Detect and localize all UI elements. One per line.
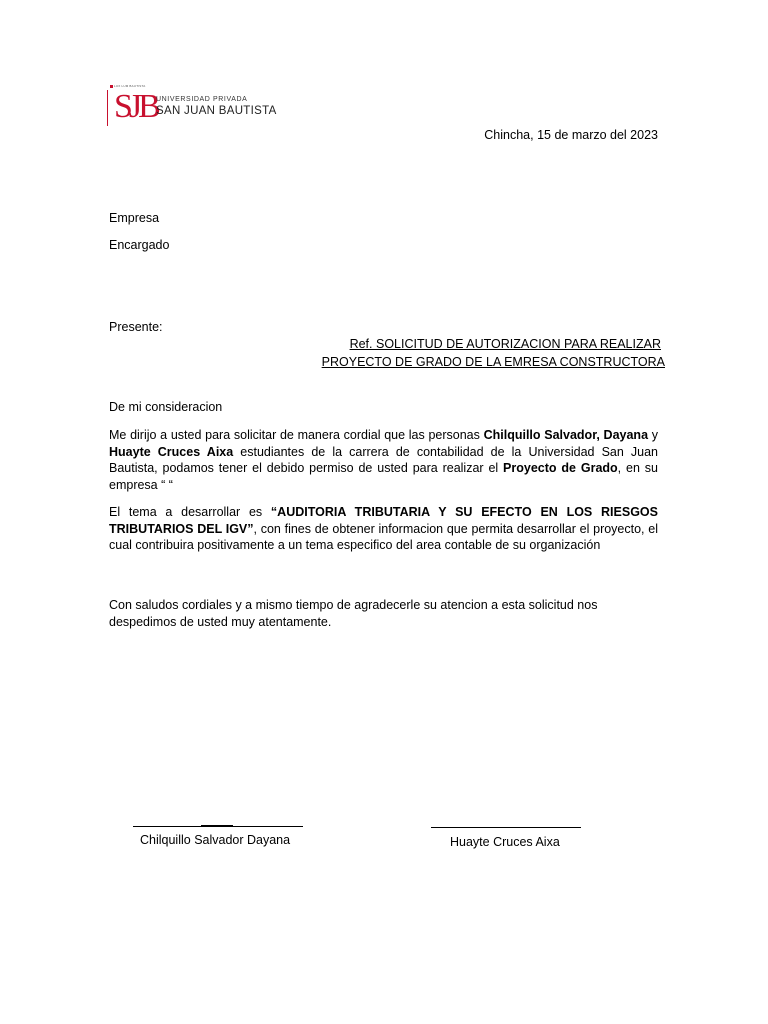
p1-text-c: y [648, 428, 658, 442]
p1-text-g: , en su empresa “ “ [109, 461, 658, 493]
reference-line-2: PROYECTO DE GRADO DE LA EMRESA CONSTRUCTORA [321, 355, 665, 369]
signature-name-left: Chilquillo Salvador Dayana [140, 833, 291, 847]
sjb-seal-icon [108, 84, 157, 128]
p1-proyecto: Proyecto de Grado [503, 461, 618, 476]
letter-date: Chincha, 15 de marzo del 2023 [484, 128, 658, 142]
logo-text [156, 96, 277, 118]
signature-line-right [431, 827, 581, 828]
university-logo [108, 84, 278, 130]
p1-text-a: Me dirijo a usted para solicitar de manera cordial que las personas [109, 428, 484, 442]
signature-mark-left [201, 825, 233, 827]
recipient-company: Empresa [109, 211, 160, 225]
logo-top-tag: LUX LUM BAUTISTA [114, 84, 146, 88]
recipient-person: Encargado [109, 238, 170, 252]
p2-text-a: El tema a desarrollar es [109, 505, 271, 519]
body-paragraph-2 [109, 504, 658, 554]
p2-topic: “AUDITORIA TRIBUTARIA Y SU EFECTO EN LOS RIESGOS TRIBUTARIOS DEL IGV” [109, 505, 658, 536]
p1-student-2: Huayte Cruces Aixa [109, 444, 234, 459]
logo-subtitle: UNIVERSIDAD PRIVADA [156, 96, 248, 103]
body-paragraph-1 [109, 427, 658, 494]
signature-name-right: Huayte Cruces Aixa [450, 835, 560, 849]
logo-dot [110, 85, 113, 88]
p2-text-c: , con fines de obtener informacion que permita desarrollar el proyecto, el cual contribuira positivamente a un tema especifico del area contable de su organización [109, 521, 658, 553]
closing-paragraph: Con saludos cordiales y a mismo tiempo de agradecerle su atencion a esta solicitud nos despedimos de usted muy atentamente. [109, 598, 598, 629]
p1-student-1: Chilquillo Salvador, Dayana [483, 428, 649, 442]
greeting: De mi consideracion [109, 400, 223, 414]
logo-title: SAN JUAN BAUTISTA [156, 105, 277, 117]
reference-line-1: Ref. SOLICITUD DE AUTORIZACION PARA REALIZAR [349, 337, 661, 351]
p1-text-e: estudiantes de la carrera de contabilidad de la Universidad San Juan Bautista, podamos tener el debido permiso de usted para realizar el [109, 444, 659, 476]
logo-vertical-rule [107, 90, 114, 126]
logo-letters: SJB [114, 88, 157, 125]
presente-label: Presente: [109, 320, 163, 334]
